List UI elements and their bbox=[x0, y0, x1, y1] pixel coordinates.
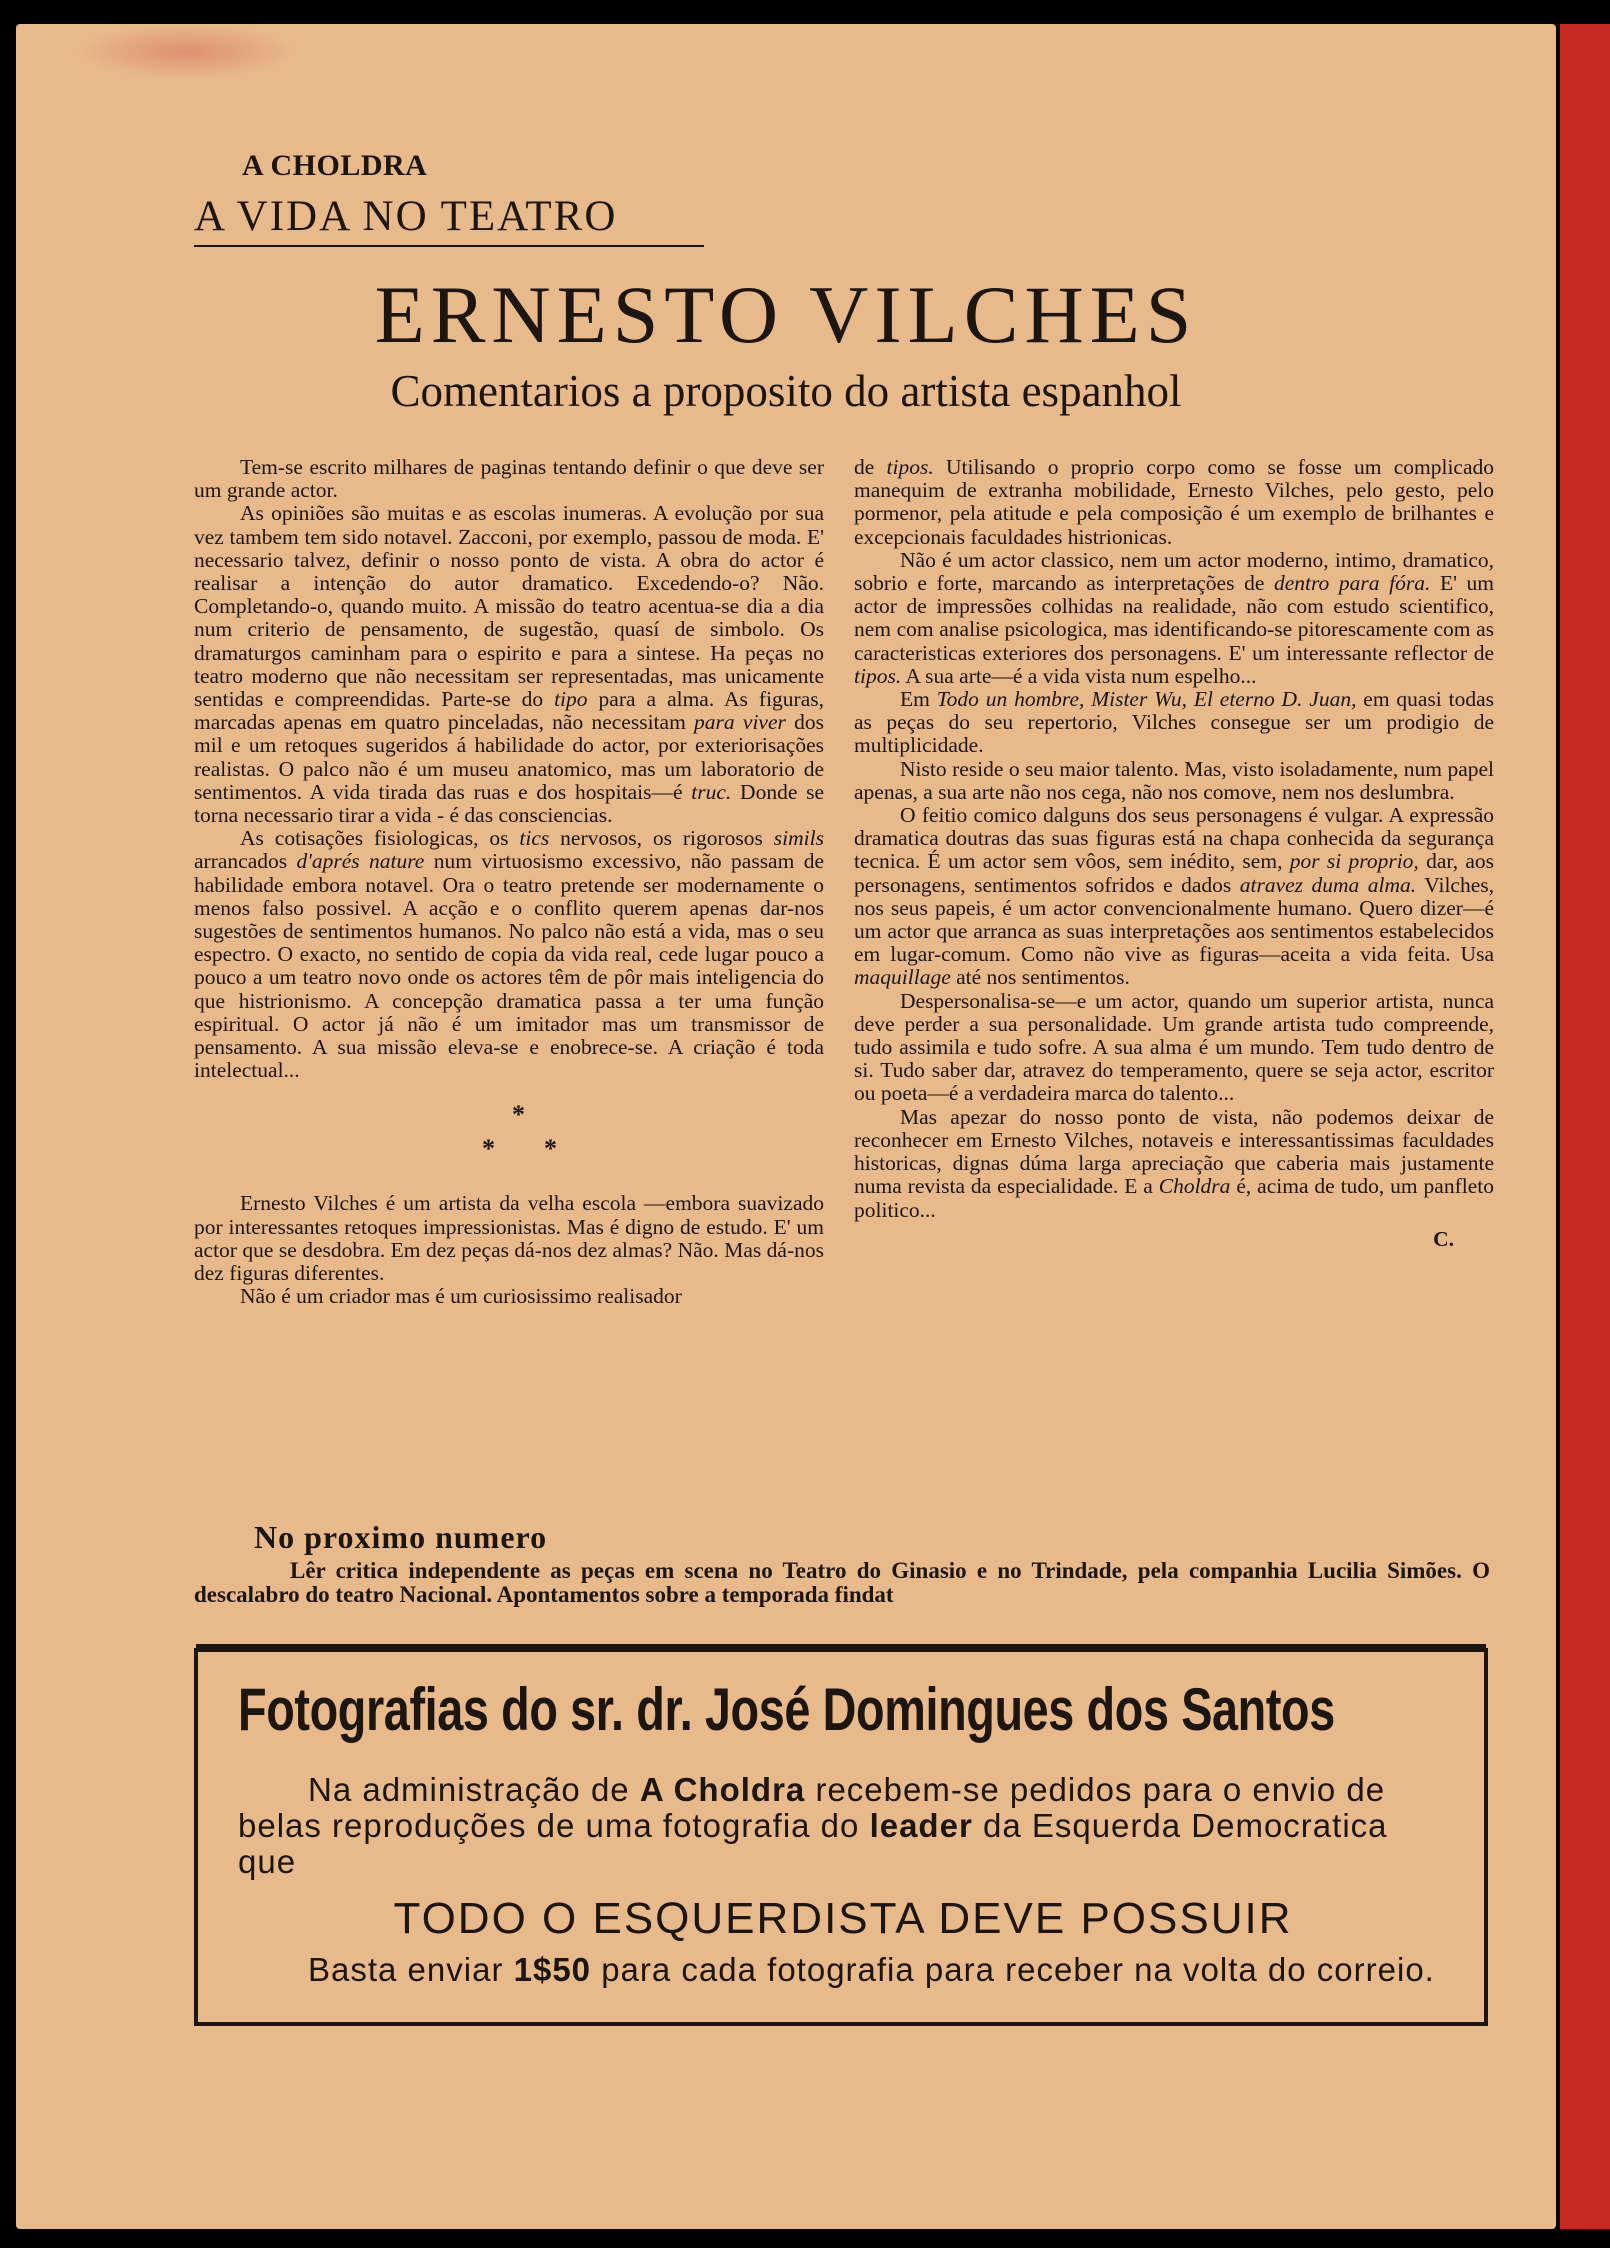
price-value: 1$50 bbox=[513, 1951, 592, 1988]
article-column-right bbox=[854, 456, 1494, 1251]
paragraph: Tem-se escrito milhares de paginas tentando definir o que deve ser um grande actor. bbox=[194, 455, 824, 503]
next-issue-title: No proximo numero bbox=[254, 1519, 548, 1555]
paragraph: O feitio comico dalguns dos seus personagens é vulgar. A expressão dramatica doutras das suas figuras está na chapa conhecida da segurança tecnica. É um actor sem vôos, sem inédito, sem, por si proprio, dar, aos personagens, sentimentos sofridos e dados atravez duma alma. Vilches, nos seus papeis, é um actor convencionalmente humano. Quero dizer—é um actor que arranca as suas interpretações aos sentimentos estabelecidos em lugar-comum. Como não vive as figuras—aceita a vida feita. Usa maquillage até nos sentimentos. bbox=[854, 803, 1495, 990]
advertisement-box bbox=[194, 1648, 1488, 2026]
author-signature: C. bbox=[1433, 1226, 1454, 1251]
advertisement-title: Fotografias do sr. dr. José Domingues dos Santos bbox=[238, 1676, 1335, 1743]
next-issue-text: Lêr critica independente as peças em scena no Teatro do Ginasio e no Trindade, pela companhia Lucilia Simões. O descalabro do teatro Nacional. Apontamentos sobre a temporada findat bbox=[194, 1558, 1490, 1607]
section-break-stars bbox=[194, 1092, 824, 1170]
advertisement-price: Basta enviar 1$50 para cada fotografia para receber na volta do correio. bbox=[308, 1951, 1435, 1988]
paper-stain bbox=[76, 24, 296, 79]
star-mark: * bbox=[544, 1134, 557, 1164]
paragraph: Nisto reside o seu maior talento. Mas, visto isoladamente, num papel apenas, a sua arte não nos cega, não nos comove, nem nos deslumbra. bbox=[854, 756, 1494, 804]
brand-name: A Choldra bbox=[639, 1771, 806, 1808]
newspaper-page bbox=[16, 24, 1556, 2229]
star-mark: * bbox=[512, 1100, 525, 1130]
paragraph: de tipos. Utilisando o proprio corpo como se fosse um complicado manequim de extranha mobilidade, Ernesto Vilches, pelo gesto, pelo pormenor, pela atitude e pela composição é um exemplo de brilhantes e excepcionais faculdades histrionicas. bbox=[854, 455, 1495, 549]
red-binding-strip bbox=[1560, 24, 1610, 2229]
section-title: A VIDA NO TEATRO bbox=[194, 192, 704, 247]
paragraph: Não é um actor classico, nem um actor moderno, intimo, dramatico, sobrio e forte, marcando as interpretações de dentro para fóra. E' um actor de impressões colhidas na realidade, não com estudo scientifico, nem com analise psicologica, mas identificando-se pitorescamente com as caracteristicas exteriores dos personagens. E' um interessante reflector de tipos. A sua arte—é a vida vista num espelho... bbox=[854, 547, 1495, 688]
article-column-left bbox=[194, 456, 824, 1309]
article-headline: ERNESTO VILCHES bbox=[374, 269, 1198, 360]
paragraph: Despersonalisa-se—e um actor, quando um superior artista, nunca deve perder a sua personalidade. Um grande artista tudo compreende, tudo assimila e tudo sofre. A sua alma é um mundo. Tem tudo dentro de si. Tudo saber dar, atravez do temperamento, quere se seja actor, escritor ou poeta—é a verdadeira marca do talento... bbox=[854, 988, 1494, 1106]
paragraph: Mas apezar do nosso ponto de vista, não podemos deixar de reconhecer em Ernesto Vilches, notaveis e interessantissimas faculdades historicas, dignas dúma larga apreciação que caberia mais justamente numa revista da especialidade. E a Choldra é, acima de tudo, um panfleto politico... bbox=[854, 1104, 1494, 1222]
advertisement-text: Na administração de A Choldra recebem-se pedidos para o envio de belas reproduções de uma fotografia do leader da Esquerda Democratica que bbox=[238, 1771, 1388, 1880]
paragraph: Em Todo un hombre, Mister Wu, El eterno D. Juan, em quasi todas as peças do seu repertorio, Vilches consegue ser um prodigio de multiplicidade. bbox=[854, 687, 1494, 758]
paragraph: As cotisações fisiologicas, os tics nervosos, os rigorosos simils arrancados d'aprés nature num virtuosismo excessivo, não passam de habilidade embora notavel. Ora o teatro pretende ser modernamente o menos falso possivel. A acção e o conflito querem apenas dar-nos sugestões de sentimentos humanos. No palco não está a vida, mas o seu espectro. O exacto, no sentido de copia da vida real, cede lugar pouco a pouco a um teatro novo onde os actores têm de pôr mais inteligencia do que histrionismo. A concepção dramatica passa a ter uma função espiritual. O actor já não é um imitador mas um transmissor de pensamento. A sua missão eleva-se e enobrece-se. A criação é toda intelectual... bbox=[194, 826, 824, 1083]
paragraph: Ernesto Vilches é um artista da velha escola —embora suavizado por interessantes retoques impressionistas. Mas é digno de estudo. E' um actor que se desdobra. Em dez peças dá-nos dez almas? Não. Mas dá-nos dez figuras diferentes. bbox=[194, 1191, 824, 1286]
advertisement-slogan: TODO O ESQUERDISTA DEVE POSSUIR bbox=[393, 1894, 1293, 1943]
article-subheadline: Comentarios a proposito do artista espanhol bbox=[390, 366, 1182, 416]
publication-name: A CHOLDRA bbox=[242, 149, 428, 182]
paragraph: Não é um criador mas é um curiosissimo realisador bbox=[240, 1284, 682, 1309]
star-mark: * bbox=[482, 1134, 495, 1164]
paragraph: As opiniões são muitas e as escolas inumeras. A evolução por sua vez tambem tem sido notavel. Zacconi, por exemplo, passou de moda. E' necessario talvez, definir o nosso ponto de vista. A obra do actor é realisar a intenção do autor dramatico. Excedendo-o? Não. Completando-o, quando muito. A missão do teatro acentua-se dia a dia num criterio de pensamento, de sugestão, quasí de simbolo. Os dramaturgos caminham para o espirito e para a sintese. Ha peças no teatro moderno que não necessitam ser representadas, mas unicamente sentidas e compreendidas. Parte-se do tipo para a alma. As figuras, marcadas apenas em quatro pinceladas, não necessitam para viver dos mil e um retoques sugeridos á habilidade do actor, por exteriorisações realistas. O palco não é um museu anatomico, mas um laboratorio de sentimentos. A vida tirada das ruas e dos hospitais—é truc. Donde se torna necessario tirar a vida - é das consciencias. bbox=[194, 501, 825, 828]
